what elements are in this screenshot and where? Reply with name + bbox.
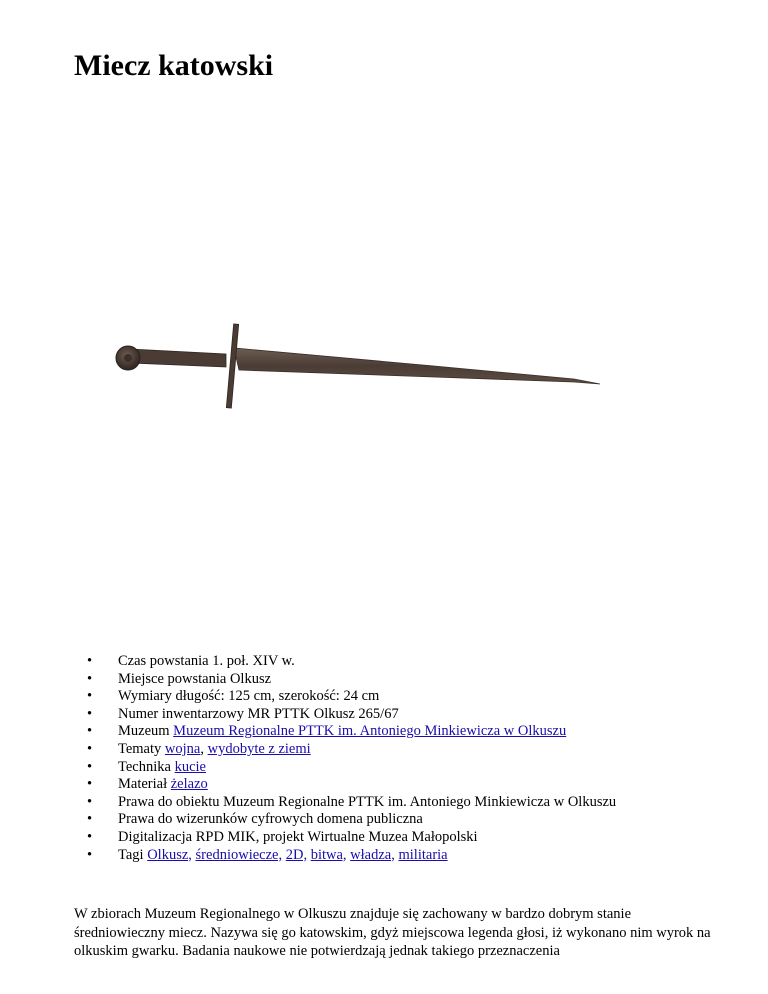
tag-militaria[interactable]: militaria	[398, 846, 448, 863]
tag-sredniowiecze[interactable]: średniowiecze,	[195, 846, 283, 863]
tag-wladza[interactable]: władza,	[350, 846, 395, 863]
link-tema-wojna[interactable]: wojna	[164, 740, 201, 757]
tag-olkusz[interactable]: Olkusz,	[147, 846, 192, 863]
metadata-list	[74, 653, 616, 864]
sword-crossguard	[226, 324, 238, 408]
list-item-prawa-obiekt: • Prawa do obiektu Muzeum Regionalne PTTK im. Antoniego Minkiewicza w Olkuszu	[74, 794, 616, 812]
tag-2d[interactable]: 2D,	[285, 846, 308, 863]
sword-illustration	[74, 100, 694, 640]
list-item-czas: • Czas powstania 1. poł. XIV w.	[74, 653, 616, 671]
link-muzeum[interactable]: Muzeum Regionalne PTTK im. Antoniego Minkiewicza w Olkuszu	[173, 723, 567, 740]
list-item-tagi: • Tagi Olkusz, średniowiecze, 2D, bitwa, władza, militaria	[74, 847, 616, 865]
sword-blade	[234, 348, 600, 384]
list-item-tematy: • Tematy wojna, wydobyte z ziemi	[74, 741, 616, 759]
list-item-muzeum: • Muzeum Muzeum Regionalne PTTK im. Antoniego Minkiewicza w Olkuszu	[74, 723, 616, 741]
page-title: Miecz katowski	[74, 49, 274, 82]
list-item-digitalizacja: • Digitalizacja RPD MIK, projekt Wirtualne Muzea Małopolski	[74, 829, 616, 847]
sword-grip	[130, 349, 226, 367]
list-item-material: • Materiał żelazo	[74, 776, 616, 794]
link-technika[interactable]: kucie	[174, 758, 206, 775]
list-item-prawa-wizerunki: • Prawa do wizerunków cyfrowych domena publiczna	[74, 811, 616, 829]
sword-photo	[74, 100, 694, 640]
link-tema-wydobyte[interactable]: wydobyte z ziemi	[207, 740, 311, 757]
link-material[interactable]: żelazo	[170, 776, 208, 793]
list-item-miejsce: • Miejsce powstania Olkusz	[74, 671, 616, 689]
list-item-wymiary: • Wymiary długość: 125 cm, szerokość: 24 cm	[74, 688, 616, 706]
tag-bitwa[interactable]: bitwa,	[310, 846, 347, 863]
list-item-technika: • Technika kucie	[74, 759, 616, 777]
description-paragraph: W zbiorach Muzeum Regionalnego w Olkuszu znajduje się zachowany w bardzo dobrym stanie średniowieczny miecz. Nazywa się go katowskim, gdyż miejscowa legenda głosi, iż wykonano nim wyrok na olkuskim gwarku. Badania naukowe nie potwierdzają jednak takiego przeznaczenia	[74, 906, 711, 959]
list-item-numer: • Numer inwentarzowy MR PTTK Olkusz 265/67	[74, 706, 616, 724]
